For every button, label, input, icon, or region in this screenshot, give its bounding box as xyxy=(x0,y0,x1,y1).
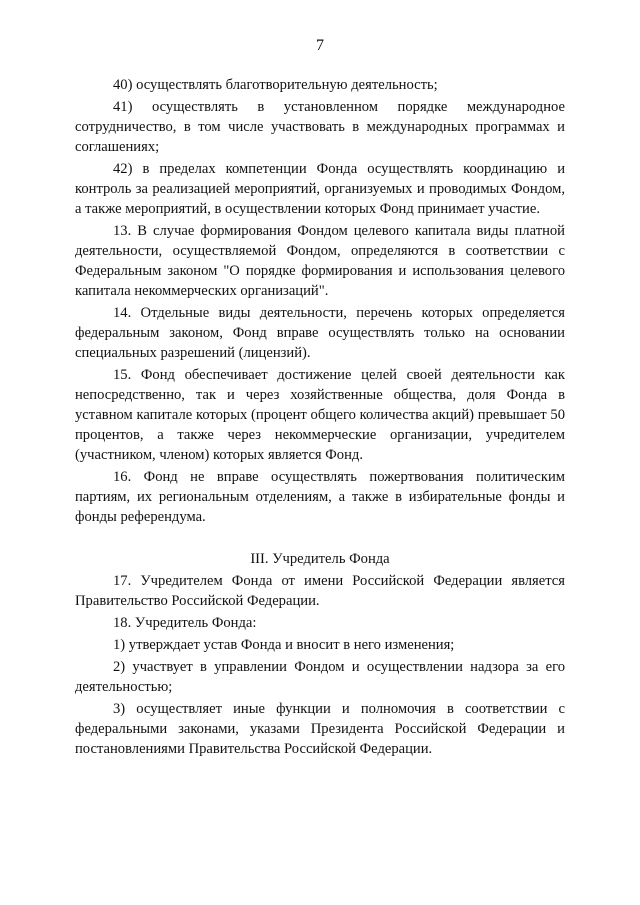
paragraph-17: 17. Учредителем Фонда от имени Российской Федерации является Правительство Российской Федерации. xyxy=(75,573,565,609)
paragraph-14: 14. Отдельные виды деятельности, перечень которых определяется федеральным законом, Фонд вправе осуществлять только на основании специальных разрешений (лицензий). xyxy=(75,305,565,361)
paragraph-18: 18. Учредитель Фонда: xyxy=(113,615,257,631)
paragraph-item-41: 41) осуществлять в установленном порядке международное сотрудничество, в том числе участвовать в международных программах и соглашениях; xyxy=(75,99,565,155)
paragraph-13: 13. В случае формирования Фондом целевого капитала виды платной деятельности, осуществляемой Фондом, определяются в соответствии с Федеральным законом "О порядке формирования и использования целевого капитала некоммерческих организаций". xyxy=(75,223,565,299)
section-heading: III. Учредитель Фонда xyxy=(250,551,390,567)
paragraph-16: 16. Фонд не вправе осуществлять пожертвования политическим партиям, их региональным отделениям, а также в избирательные фонды и фонды референдума. xyxy=(75,469,565,525)
page-number: 7 xyxy=(316,37,324,54)
paragraph-15: 15. Фонд обеспечивает достижение целей своей деятельности как непосредственно, так и через хозяйственные общества, доля Фонда в уставном капитале которых (процент общего количества акций) превышает 50 процентов, а также через некоммерческие организации, учредителем (участником, членом) которых является Фонд. xyxy=(75,367,565,463)
paragraph-18-item-2: 2) участвует в управлении Фондом и осуществлении надзора за его деятельностью; xyxy=(75,659,565,695)
paragraph-item-40: 40) осуществлять благотворительную деятельность; xyxy=(113,77,438,93)
paragraph-18-item-1: 1) утверждает устав Фонда и вносит в него изменения; xyxy=(113,637,455,653)
paragraph-item-42: 42) в пределах компетенции Фонда осуществлять координацию и контроль за реализацией мероприятий, организуемых и проводимых Фондом, а также мероприятий, в осуществлении которых Фонд принимает участие. xyxy=(75,161,565,217)
paragraph-18-item-3: 3) осуществляет иные функции и полномочия в соответствии с федеральными законами, указами Президента Российской Федерации и постановлениями Правительства Российской Федерации. xyxy=(75,701,565,757)
document-body xyxy=(75,75,565,759)
